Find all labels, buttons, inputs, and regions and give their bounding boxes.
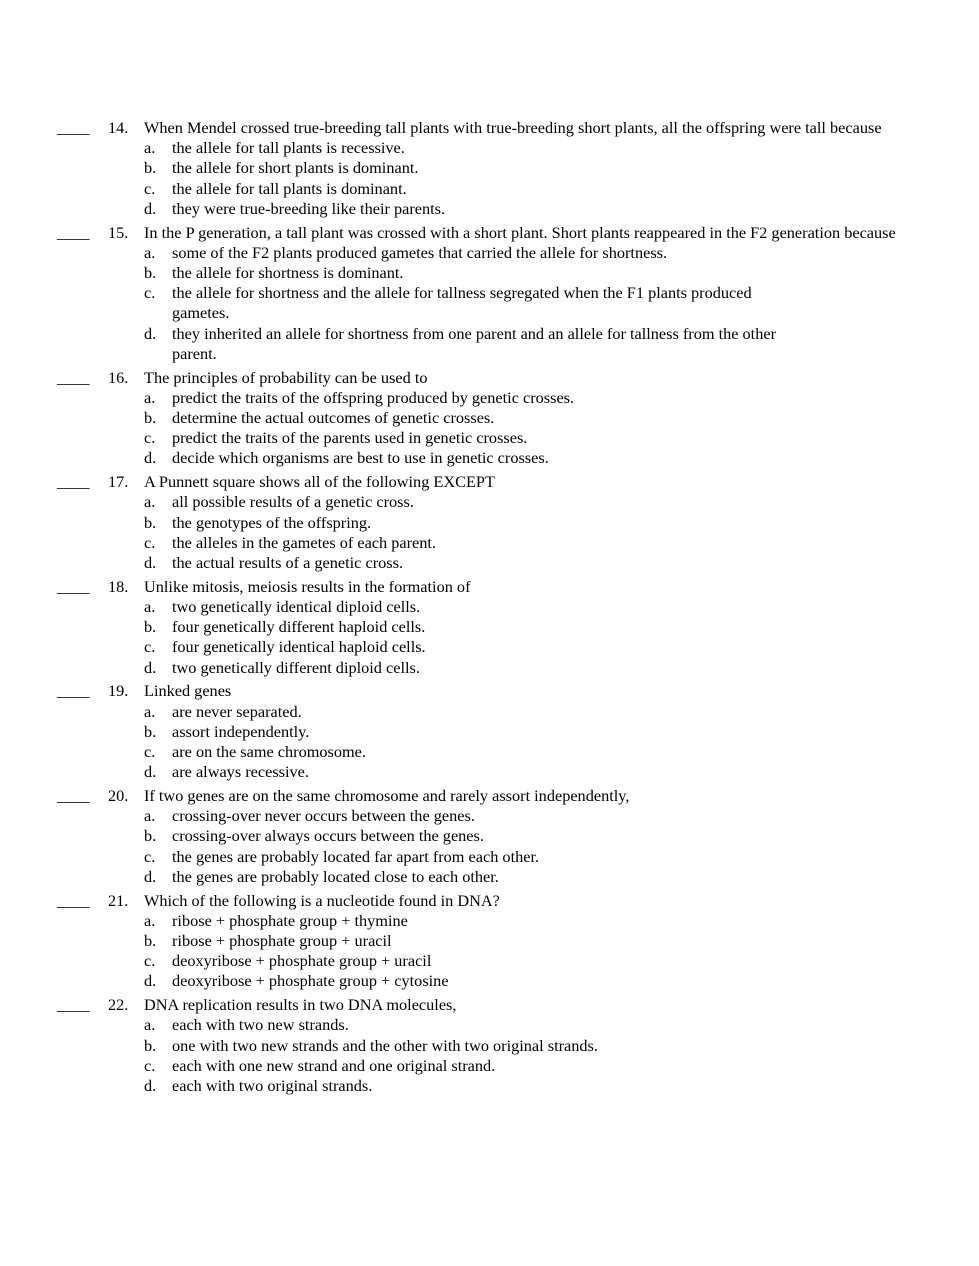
choice-text: each with two new strands. xyxy=(172,1015,349,1035)
answer-blank[interactable]: ____ xyxy=(57,681,90,701)
question-stem: Which of the following is a nucleotide found in DNA? xyxy=(144,890,500,910)
choice-letter: c. xyxy=(144,1055,156,1075)
choice-text: the allele for tall plants is dominant. xyxy=(172,178,407,198)
choice-letter: a. xyxy=(144,701,156,721)
answer-blank[interactable]: ____ xyxy=(57,995,90,1015)
question-stem: The principles of probability can be used to xyxy=(144,367,428,387)
question-16 xyxy=(57,368,902,469)
choice-letter: b. xyxy=(144,158,157,178)
choice-text: the genotypes of the offspring. xyxy=(172,512,372,532)
choice-letter: d. xyxy=(144,762,157,782)
question-row xyxy=(57,118,902,138)
question-14 xyxy=(57,118,902,219)
question-row xyxy=(57,995,902,1015)
choice-text: four genetically identical haploid cells. xyxy=(172,637,426,657)
choice-d xyxy=(57,658,902,678)
choice-letter: c. xyxy=(144,742,156,762)
choice-list xyxy=(57,388,902,469)
choice-a xyxy=(57,806,902,826)
choice-d xyxy=(57,324,902,364)
choice-b xyxy=(57,1036,902,1056)
question-row xyxy=(57,681,902,701)
question-stem: Unlike mitosis, meiosis results in the formation of xyxy=(144,576,471,596)
choice-a xyxy=(57,597,902,617)
choice-letter: a. xyxy=(144,1015,156,1035)
choice-c xyxy=(57,428,902,448)
question-stem: DNA replication results in two DNA molecules, xyxy=(144,995,457,1015)
choice-list xyxy=(57,806,902,887)
answer-blank[interactable]: ____ xyxy=(57,367,90,387)
choice-letter: b. xyxy=(144,721,157,741)
choice-b xyxy=(57,722,902,742)
choice-text: the genes are probably located close to each other. xyxy=(172,866,499,886)
choice-letter: c. xyxy=(144,283,156,303)
choice-d xyxy=(57,1076,902,1096)
question-row xyxy=(57,368,902,388)
question-17 xyxy=(57,472,902,573)
question-number: 14. xyxy=(108,118,129,137)
choice-text: they were true-breeding like their parents. xyxy=(172,198,446,218)
choice-b xyxy=(57,513,902,533)
choice-letter: d. xyxy=(144,448,157,468)
choice-list xyxy=(57,1015,902,1096)
question-row xyxy=(57,577,902,597)
choice-text: assort independently. xyxy=(172,721,310,741)
choice-letter: d. xyxy=(144,866,157,886)
choice-letter: b. xyxy=(144,263,157,283)
choice-text: the allele for tall plants is recessive. xyxy=(172,138,405,158)
question-number: 19. xyxy=(108,681,129,701)
choice-letter: a. xyxy=(144,806,156,826)
choice-text: the alleles in the gametes of each parent. xyxy=(172,532,436,552)
question-number: 20. xyxy=(108,786,129,806)
question-stem: Linked genes xyxy=(144,681,232,701)
choice-text: ribose + phosphate group + thymine xyxy=(172,910,408,930)
choice-d xyxy=(57,553,902,573)
question-number: 22. xyxy=(108,995,129,1015)
choice-a xyxy=(57,243,902,263)
choice-letter: a. xyxy=(144,597,156,617)
choice-letter: d. xyxy=(144,971,157,991)
question-number: 21. xyxy=(108,890,129,910)
choice-text: four genetically different haploid cells. xyxy=(172,617,426,637)
choice-text: are never separated. xyxy=(172,701,302,721)
choice-c xyxy=(57,1056,902,1076)
question-21 xyxy=(57,891,902,992)
choice-text: some of the F2 plants produced gametes that carried the allele for shortness. xyxy=(172,242,668,262)
choice-b xyxy=(57,826,902,846)
choice-letter: a. xyxy=(144,910,156,930)
choice-text: determine the actual outcomes of genetic crosses. xyxy=(172,408,495,428)
choice-letter: a. xyxy=(144,387,156,407)
question-19 xyxy=(57,681,902,782)
question-20 xyxy=(57,786,902,887)
quiz-document xyxy=(57,118,902,1100)
answer-blank[interactable]: ____ xyxy=(57,576,90,596)
choice-letter: d. xyxy=(144,1076,157,1096)
choice-c xyxy=(57,951,902,971)
choice-text: decide which organisms are best to use in genetic crosses. xyxy=(172,448,549,468)
choice-letter: d. xyxy=(144,553,157,573)
choice-text: each with two original strands. xyxy=(172,1076,373,1096)
choice-text: the genes are probably located far apart from each other. xyxy=(172,846,540,866)
choice-d xyxy=(57,762,902,782)
choice-text: each with one new strand and one original strand. xyxy=(172,1055,496,1075)
choice-letter: b. xyxy=(144,617,157,637)
question-number: 16. xyxy=(108,367,129,387)
choice-list xyxy=(57,492,902,573)
choice-text: the allele for shortness and the allele for tallness segregated when the F1 plants produced gametes. xyxy=(172,283,752,323)
answer-blank[interactable]: ____ xyxy=(57,118,90,137)
choice-c xyxy=(57,283,902,323)
choice-a xyxy=(57,388,902,408)
question-row xyxy=(57,786,902,806)
choice-text: crossing-over always occurs between the genes. xyxy=(172,826,484,846)
choice-letter: d. xyxy=(144,198,157,218)
choice-letter: b. xyxy=(144,826,157,846)
choice-letter: a. xyxy=(144,492,156,512)
choice-letter: d. xyxy=(144,657,157,677)
choice-letter: c. xyxy=(144,178,156,198)
choice-text: deoxyribose + phosphate group + cytosine xyxy=(172,971,449,991)
choice-letter: b. xyxy=(144,512,157,532)
choice-text: the actual results of a genetic cross. xyxy=(172,553,404,573)
choice-text: crossing-over never occurs between the genes. xyxy=(172,806,475,826)
question-stem: When Mendel crossed true-breeding tall plants with true-breeding short plants, all the offspring were tall because xyxy=(144,118,882,137)
question-15 xyxy=(57,223,902,364)
question-number: 18. xyxy=(108,576,129,596)
choice-c xyxy=(57,742,902,762)
choice-text: they inherited an allele for shortness from one parent and an allele for tallness from the other parent. xyxy=(172,323,776,363)
choice-letter: a. xyxy=(144,242,156,262)
choice-letter: c. xyxy=(144,637,156,657)
choice-d xyxy=(57,448,902,468)
choice-b xyxy=(57,931,902,951)
question-stem: If two genes are on the same chromosome and rarely assort independently, xyxy=(144,786,630,806)
choice-b xyxy=(57,408,902,428)
choice-b xyxy=(57,263,902,283)
choice-text: are on the same chromosome. xyxy=(172,742,366,762)
choice-a xyxy=(57,911,902,931)
choice-a xyxy=(57,138,902,158)
answer-blank[interactable]: ____ xyxy=(57,786,90,806)
question-number: 15. xyxy=(108,222,129,242)
choice-b xyxy=(57,158,902,178)
choice-text: predict the traits of the parents used in genetic crosses. xyxy=(172,428,528,448)
choice-list xyxy=(57,597,902,678)
question-row xyxy=(57,891,902,911)
question-row xyxy=(57,472,902,492)
choice-text: predict the traits of the offspring produced by genetic crosses. xyxy=(172,387,575,407)
question-row xyxy=(57,223,902,243)
choice-d xyxy=(57,199,902,219)
choice-text: deoxyribose + phosphate group + uracil xyxy=(172,951,432,971)
choice-letter: d. xyxy=(144,323,157,343)
choice-letter: a. xyxy=(144,138,156,158)
choice-list xyxy=(57,138,902,219)
choice-text: two genetically different diploid cells. xyxy=(172,657,420,677)
choice-d xyxy=(57,867,902,887)
answer-blank[interactable]: ____ xyxy=(57,472,90,492)
choice-text: the allele for shortness is dominant. xyxy=(172,263,404,283)
question-stem: In the P generation, a tall plant was crossed with a short plant. Short plants reappeared in the F2 generation because xyxy=(144,222,896,242)
question-stem: A Punnett square shows all of the following EXCEPT xyxy=(144,472,495,492)
question-18 xyxy=(57,577,902,678)
choice-list xyxy=(57,911,902,992)
choice-b xyxy=(57,617,902,637)
choice-c xyxy=(57,637,902,657)
choice-a xyxy=(57,1015,902,1035)
choice-letter: b. xyxy=(144,1035,157,1055)
choice-list xyxy=(57,243,902,364)
choice-letter: c. xyxy=(144,846,156,866)
choice-a xyxy=(57,492,902,512)
choice-letter: b. xyxy=(144,408,157,428)
choice-list xyxy=(57,702,902,783)
choice-text: two genetically identical diploid cells. xyxy=(172,597,421,617)
choice-text: ribose + phosphate group + uracil xyxy=(172,931,392,951)
question-22 xyxy=(57,995,902,1096)
choice-c xyxy=(57,533,902,553)
choice-c xyxy=(57,847,902,867)
choice-text: the allele for short plants is dominant. xyxy=(172,158,419,178)
choice-text: are always recessive. xyxy=(172,762,309,782)
answer-blank[interactable]: ____ xyxy=(57,890,90,910)
answer-blank[interactable]: ____ xyxy=(57,222,90,242)
choice-d xyxy=(57,971,902,991)
choice-letter: c. xyxy=(144,951,156,971)
choice-c xyxy=(57,179,902,199)
choice-a xyxy=(57,702,902,722)
question-number: 17. xyxy=(108,472,129,492)
choice-letter: b. xyxy=(144,931,157,951)
choice-letter: c. xyxy=(144,428,156,448)
choice-text: one with two new strands and the other with two original strands. xyxy=(172,1035,598,1055)
choice-letter: c. xyxy=(144,532,156,552)
choice-text: all possible results of a genetic cross. xyxy=(172,492,414,512)
